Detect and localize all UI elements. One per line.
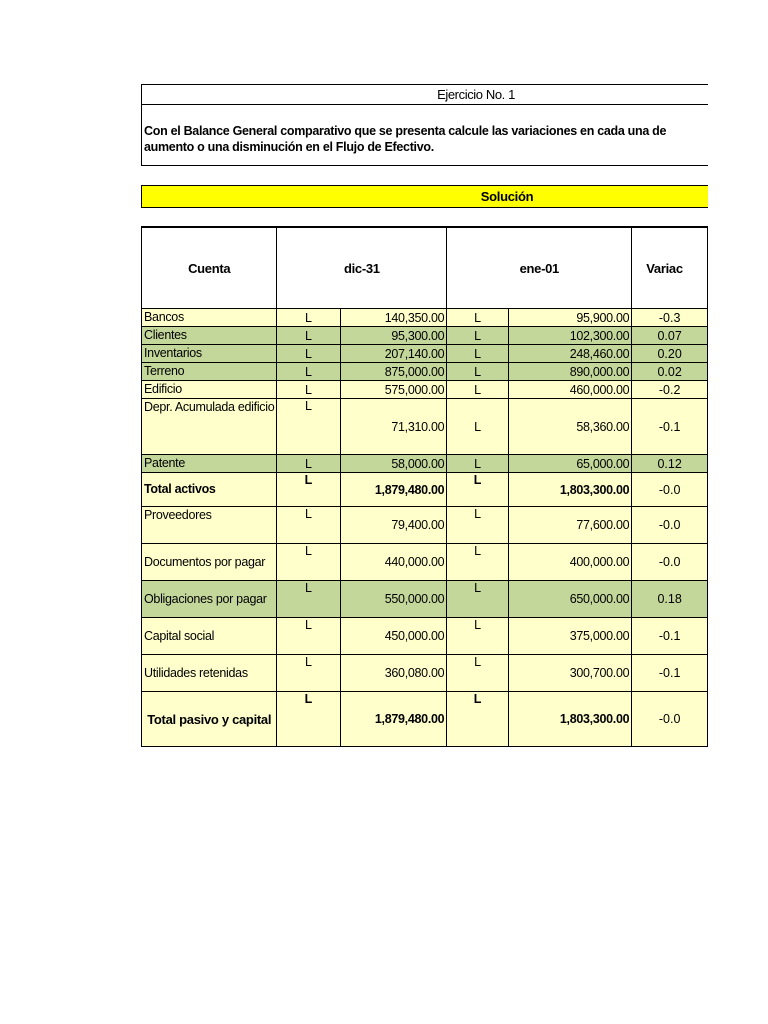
row-value-dic-31: 360,080.00 xyxy=(340,655,447,692)
row-mark: L xyxy=(447,309,509,327)
row-value-dic-31: 95,300.00 xyxy=(340,327,447,345)
row-value-dic-31: 1,879,480.00 xyxy=(340,473,447,507)
row-value-ene-01: 102,300.00 xyxy=(508,327,631,345)
row-mark: L xyxy=(447,381,509,399)
row-value-dic-31: 440,000.00 xyxy=(340,544,447,581)
row-variation: -0.0 xyxy=(632,507,708,544)
row-value-ene-01: 1,803,300.00 xyxy=(508,473,631,507)
row-variation: -0.1 xyxy=(632,655,708,692)
table-row xyxy=(142,507,708,544)
row-account-name: Utilidades retenidas xyxy=(142,655,277,692)
row-mark: L xyxy=(277,544,340,581)
row-variation: 0.18 xyxy=(632,581,708,618)
row-mark: L xyxy=(447,399,509,455)
row-mark: L xyxy=(277,507,340,544)
instruction-line-2: aumento o una disminución en el Flujo de Efectivo. xyxy=(144,140,434,154)
row-value-dic-31: 550,000.00 xyxy=(340,581,447,618)
row-account-name: Total pasivo y capital xyxy=(142,692,277,747)
row-mark: L xyxy=(277,399,340,455)
row-value-ene-01: 890,000.00 xyxy=(508,363,631,381)
row-mark: L xyxy=(277,309,340,327)
column-header-cuenta: Cuenta xyxy=(142,227,277,309)
row-mark: L xyxy=(447,363,509,381)
header-divider xyxy=(142,104,708,105)
row-account-name: Depr. Acumulada edificio xyxy=(142,399,277,455)
row-value-dic-31: 58,000.00 xyxy=(340,455,447,473)
row-mark: L xyxy=(447,581,509,618)
row-value-dic-31: 71,310.00 xyxy=(340,399,447,455)
row-value-ene-01: 400,000.00 xyxy=(508,544,631,581)
row-mark: L xyxy=(277,363,340,381)
row-account-name: Patente xyxy=(142,455,277,473)
column-header-variacion: Variac xyxy=(632,227,708,309)
row-value-dic-31: 450,000.00 xyxy=(340,618,447,655)
row-mark: L xyxy=(447,692,509,747)
row-account-name: Inventarios xyxy=(142,345,277,363)
table-row xyxy=(142,309,708,327)
row-account-name: Proveedores xyxy=(142,507,277,544)
row-variation: -0.1 xyxy=(632,399,708,455)
exercise-instructions xyxy=(144,123,708,155)
row-value-dic-31: 875,000.00 xyxy=(340,363,447,381)
solution-banner xyxy=(141,185,708,208)
row-mark: L xyxy=(277,327,340,345)
table-row xyxy=(142,327,708,345)
row-account-name: Total activos xyxy=(142,473,277,507)
row-value-ene-01: 58,360.00 xyxy=(508,399,631,455)
table-header-row xyxy=(142,227,708,309)
row-mark: L xyxy=(277,345,340,363)
table-row xyxy=(142,581,708,618)
row-value-dic-31: 79,400.00 xyxy=(340,507,447,544)
table-row-total xyxy=(142,473,708,507)
table-row-total xyxy=(142,692,708,747)
row-variation: -0.0 xyxy=(632,544,708,581)
row-mark: L xyxy=(447,327,509,345)
row-mark: L xyxy=(447,618,509,655)
table-row xyxy=(142,363,708,381)
row-mark: L xyxy=(277,455,340,473)
balance-sheet-table xyxy=(141,226,708,747)
instruction-line-1: Con el Balance General comparativo que se presenta calcule las variaciones en cada una de xyxy=(144,124,667,138)
row-value-ene-01: 77,600.00 xyxy=(508,507,631,544)
row-account-name: Edificio xyxy=(142,381,277,399)
row-mark: L xyxy=(447,507,509,544)
row-mark: L xyxy=(447,473,509,507)
row-value-ene-01: 460,000.00 xyxy=(508,381,631,399)
table-row xyxy=(142,345,708,363)
row-mark: L xyxy=(277,692,340,747)
row-variation: -0.0 xyxy=(632,692,708,747)
row-account-name: Terreno xyxy=(142,363,277,381)
exercise-header xyxy=(141,84,708,166)
row-value-ene-01: 95,900.00 xyxy=(508,309,631,327)
row-mark: L xyxy=(447,345,509,363)
row-value-ene-01: 650,000.00 xyxy=(508,581,631,618)
table-row xyxy=(142,455,708,473)
row-account-name: Capital social xyxy=(142,618,277,655)
column-header-dic-31: dic-31 xyxy=(277,227,447,309)
row-mark: L xyxy=(277,655,340,692)
row-value-ene-01: 375,000.00 xyxy=(508,618,631,655)
column-header-ene-01: ene-01 xyxy=(447,227,632,309)
row-account-name: Obligaciones por pagar xyxy=(142,581,277,618)
row-variation: -0.1 xyxy=(632,618,708,655)
row-value-ene-01: 1,803,300.00 xyxy=(508,692,631,747)
row-variation: 0.02 xyxy=(632,363,708,381)
table-row xyxy=(142,381,708,399)
row-mark: L xyxy=(447,544,509,581)
row-value-dic-31: 1,879,480.00 xyxy=(340,692,447,747)
row-value-ene-01: 65,000.00 xyxy=(508,455,631,473)
table-row xyxy=(142,618,708,655)
table-row xyxy=(142,655,708,692)
row-mark: L xyxy=(277,381,340,399)
row-account-name: Bancos xyxy=(142,309,277,327)
row-account-name: Clientes xyxy=(142,327,277,345)
solution-banner-label: Solución xyxy=(480,189,534,204)
table-row xyxy=(142,399,708,455)
row-variation: 0.20 xyxy=(632,345,708,363)
row-mark: L xyxy=(277,618,340,655)
row-value-ene-01: 300,700.00 xyxy=(508,655,631,692)
row-mark: L xyxy=(447,455,509,473)
row-variation: 0.07 xyxy=(632,327,708,345)
table-row xyxy=(142,544,708,581)
row-account-name: Documentos por pagar xyxy=(142,544,277,581)
row-value-dic-31: 207,140.00 xyxy=(340,345,447,363)
row-mark: L xyxy=(277,473,340,507)
row-mark: L xyxy=(447,655,509,692)
row-variation: 0.12 xyxy=(632,455,708,473)
row-variation: -0.0 xyxy=(632,473,708,507)
row-variation: -0.2 xyxy=(632,381,708,399)
exercise-title: Ejercicio No. 1 xyxy=(437,87,515,102)
row-value-dic-31: 575,000.00 xyxy=(340,381,447,399)
row-variation: -0.3 xyxy=(632,309,708,327)
row-value-ene-01: 248,460.00 xyxy=(508,345,631,363)
row-value-dic-31: 140,350.00 xyxy=(340,309,447,327)
row-mark: L xyxy=(277,581,340,618)
